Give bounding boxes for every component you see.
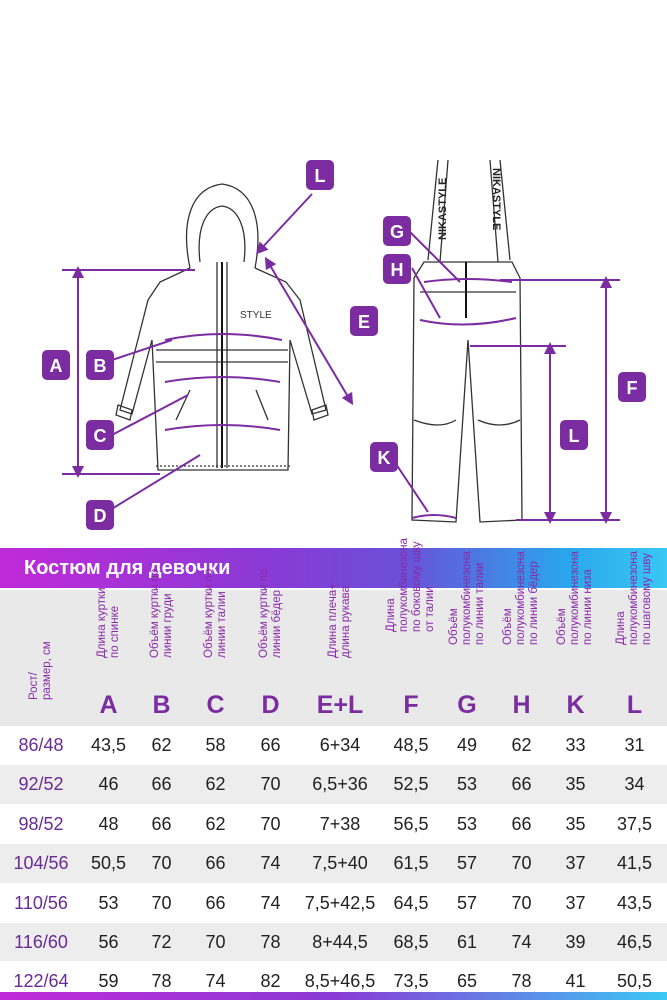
table-cell: 61,5 — [393, 853, 429, 874]
table-cell: 46 — [98, 774, 119, 795]
table-cell: 57 — [456, 892, 478, 913]
page-title: Костюм для девочки — [24, 557, 231, 579]
table-cell: 48,5 — [393, 735, 429, 755]
header-col-2 — [135, 568, 188, 726]
table-cell: 43,5 — [616, 892, 653, 913]
badge-a — [42, 350, 70, 380]
header-label: Объём куртки по линии бёдер — [257, 568, 283, 658]
table-row — [0, 805, 667, 844]
header-col-10 — [602, 551, 667, 726]
table-cell: 62 — [151, 735, 172, 755]
table-cell: 66 — [205, 892, 226, 913]
size-cell: 86/48 — [18, 735, 64, 755]
header-col-9 — [549, 551, 602, 726]
header-col-6 — [382, 538, 440, 726]
table-cell: 43,5 — [90, 735, 127, 755]
header-label: Длина полукомбинезона по шаговому шву — [615, 551, 653, 645]
table-cell: 57 — [456, 853, 478, 874]
table-cell: 70 — [205, 931, 226, 952]
table-cell: 37 — [565, 853, 586, 874]
table-cell: 7,5+40 — [312, 853, 368, 874]
table-cell: 50,5 — [616, 971, 653, 992]
header-letter: A — [99, 691, 118, 719]
header-letter: D — [261, 691, 280, 719]
table-cell: 7+38 — [319, 813, 361, 834]
svg-text:F: F — [626, 378, 638, 398]
table-cell: 59 — [98, 971, 119, 992]
svg-text:B: B — [93, 356, 107, 376]
table-cell: 46,5 — [616, 931, 653, 952]
badge-g — [383, 216, 411, 246]
svg-text:H: H — [390, 260, 404, 280]
table-cell: 31 — [624, 735, 645, 755]
badge-d — [86, 500, 114, 530]
table-cell: 48 — [98, 813, 119, 834]
table-cell: 6+34 — [319, 735, 361, 755]
header-col-5 — [298, 583, 382, 726]
badge-e — [350, 306, 378, 336]
badge-h — [383, 254, 411, 284]
table-cell: 70 — [151, 853, 172, 874]
chest-logo-text: STYLE — [240, 310, 272, 321]
header-label: Объём куртки по линии груди — [148, 568, 174, 658]
table-cell: 78 — [511, 971, 532, 992]
svg-text:A: A — [49, 356, 63, 376]
table-cell: 66 — [260, 735, 281, 755]
svg-text:C: C — [93, 426, 107, 446]
table-cell: 62 — [205, 813, 226, 834]
header-label: Объём полукомбинезона по линии бёдер — [502, 551, 540, 645]
table-cell: 78 — [151, 971, 172, 992]
table-cell: 70 — [511, 853, 532, 874]
table-cell: 53 — [456, 774, 478, 795]
badge-b — [86, 350, 114, 380]
svg-text:E: E — [357, 312, 371, 332]
table-cell: 6,5+36 — [312, 774, 368, 795]
table-cell: 52,5 — [393, 774, 429, 795]
table-cell: 73,5 — [393, 971, 429, 992]
header-label: Объём полукомбинезона по линии низа — [556, 551, 594, 645]
size-cell: 92/52 — [18, 774, 64, 795]
header-col-0 — [0, 590, 82, 726]
table-cell: 50,5 — [90, 853, 127, 874]
svg-text:D: D — [93, 506, 107, 526]
table-cell: 41 — [565, 971, 586, 992]
header-col-4 — [243, 568, 298, 726]
table-cell: 74 — [511, 931, 532, 952]
header-letter: E+L — [316, 691, 364, 719]
size-cell: 122/64 — [13, 971, 69, 992]
table-cell: 74 — [260, 853, 281, 874]
header-letter: H — [512, 691, 531, 719]
bottom-accent-bar — [0, 992, 667, 1000]
header-label: Объём куртки по линии талии — [202, 568, 228, 658]
table-cell: 7,5+42,5 — [304, 892, 376, 913]
table-cell: 8+44,5 — [312, 931, 368, 952]
header-letter: F — [403, 691, 419, 719]
table-cell: 66 — [205, 853, 226, 874]
header-label: Длина плеча+ длина рукава — [327, 583, 352, 658]
table-cell: 62 — [511, 735, 532, 755]
table-cell: 74 — [260, 892, 281, 913]
table-cell: 61 — [456, 931, 478, 952]
header-letter: L — [626, 691, 643, 719]
header-letter: C — [206, 691, 225, 719]
table-row — [0, 726, 667, 765]
size-cell: 116/60 — [14, 931, 68, 952]
header-letter: K — [566, 691, 585, 719]
badge-k — [370, 442, 398, 472]
header-letter: G — [457, 691, 477, 719]
badge-c — [86, 420, 114, 450]
table-cell: 53 — [456, 813, 478, 834]
table-row — [0, 923, 667, 962]
table-cell: 49 — [456, 735, 478, 755]
table-cell: 70 — [260, 774, 281, 795]
svg-text:K: K — [377, 448, 391, 468]
size-cell: 104/56 — [13, 853, 69, 874]
suspender-brand-text-right: NIKASTYLE — [490, 168, 502, 231]
table-cell: 56 — [98, 931, 119, 952]
table-cell: 37 — [565, 892, 586, 913]
badge-l-jacket — [306, 160, 334, 190]
table-cell: 70 — [260, 813, 281, 834]
table-cell: 66 — [511, 813, 532, 834]
table-cell: 58 — [205, 735, 226, 755]
svg-text:L: L — [568, 426, 580, 446]
table-cell: 68,5 — [393, 931, 429, 952]
badge-f — [618, 372, 646, 402]
table-row — [0, 844, 667, 883]
table-cell: 70 — [511, 892, 532, 913]
header-col-3 — [188, 568, 243, 726]
table-cell: 66 — [511, 774, 532, 795]
svg-text:L: L — [314, 166, 326, 186]
table-cell: 39 — [565, 931, 586, 952]
table-cell: 82 — [260, 971, 281, 992]
header-col-7 — [440, 551, 494, 726]
table-cell: 65 — [456, 971, 478, 992]
table-cell: 35 — [565, 774, 586, 795]
table-cell: 64,5 — [393, 892, 429, 913]
size-cell: 98/52 — [18, 813, 64, 834]
overall-drawing — [412, 160, 522, 522]
table-cell: 53 — [98, 892, 119, 913]
table-cell: 56,5 — [393, 813, 429, 834]
table-cell: 34 — [624, 774, 645, 795]
jacket-drawing — [116, 184, 328, 470]
table-cell: 62 — [205, 774, 226, 795]
table-cell: 37,5 — [616, 813, 653, 834]
table-cell: 70 — [151, 892, 172, 913]
size-table-body — [0, 726, 667, 1002]
table-cell: 33 — [565, 735, 586, 755]
svg-text:G: G — [389, 222, 405, 242]
header-label: Длина полукомбинезона по боковому шву от талии — [385, 538, 436, 632]
header-label: Длина куртки по спинке — [95, 587, 121, 658]
table-cell: 66 — [151, 774, 172, 795]
table-cell: 35 — [565, 813, 586, 834]
header-col-1 — [82, 587, 135, 726]
size-cell: 110/56 — [14, 892, 68, 913]
header-letter: B — [152, 691, 171, 719]
table-cell: 66 — [151, 813, 172, 834]
header-label: Объём полукомбинезона по линии талии — [447, 551, 486, 645]
table-cell: 74 — [205, 971, 226, 992]
table-cell: 78 — [260, 931, 281, 952]
header-col-8 — [494, 551, 549, 726]
badge-l-overall — [560, 420, 588, 450]
suspender-brand-text-left: NIKASTYLE — [437, 177, 449, 240]
table-cell: 41,5 — [616, 853, 653, 874]
header-label: Рост/ размер, см — [28, 641, 53, 700]
table-cell: 72 — [151, 931, 172, 952]
table-row — [0, 765, 667, 804]
table-row — [0, 884, 667, 923]
table-cell: 8,5+46,5 — [304, 971, 376, 992]
